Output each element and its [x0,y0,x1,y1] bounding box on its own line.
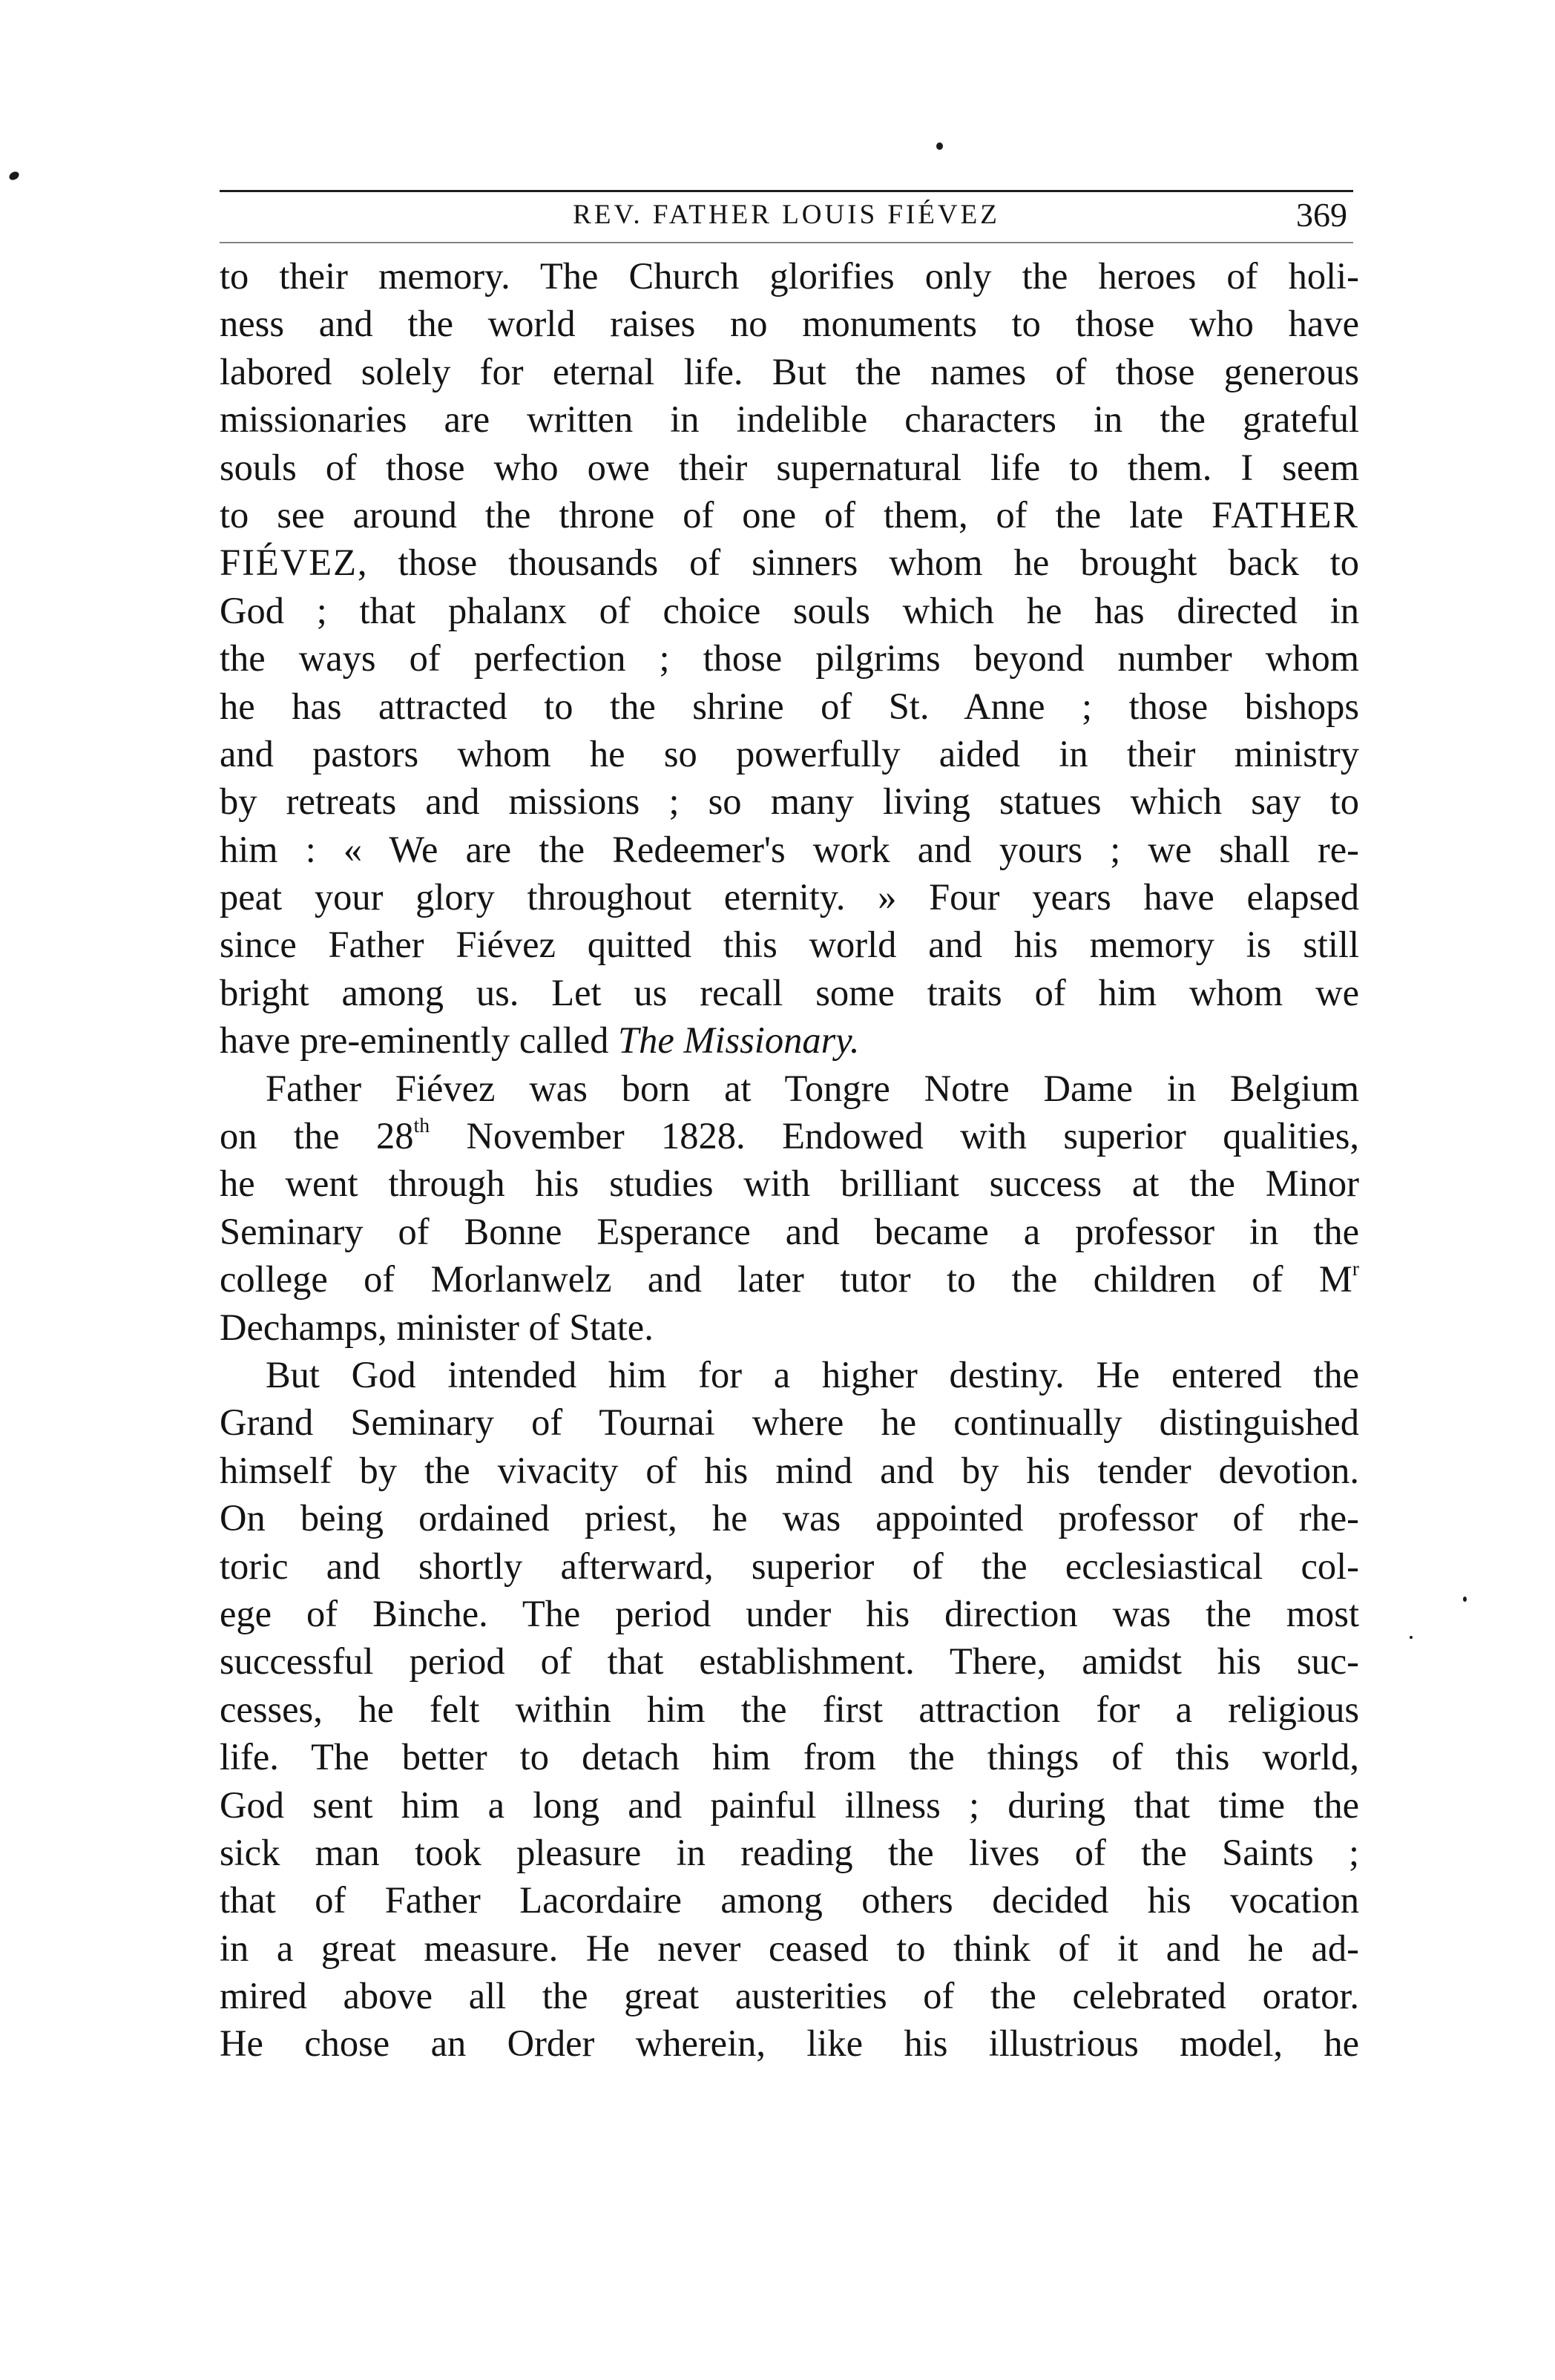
text-line: him : « We are the Redeemer's work and yours ; we shall re- [220,828,1359,870]
superscript: r [1352,1257,1359,1281]
text-segment: to see around the throne of one of them, of the late [220,493,1184,536]
margin-mark-right-2 [1410,1636,1413,1639]
name-fievez: FIÉVEZ [220,542,358,584]
text-line: bright among us. Let us recall some traits of him whom we [220,971,1359,1013]
text-line: he went through his studies with brilliant success at the Minor [220,1163,1359,1205]
text-line: God sent him a long and painful illness ; during that time the [220,1784,1359,1826]
margin-mark-right-1 [1463,1597,1467,1602]
text-line: ege of Binche. The period under his direction was the most [220,1592,1359,1634]
header-top-rule [220,190,1353,192]
text-line: Seminary of Bonne Esperance and became a professor in the [220,1210,1359,1252]
text-line: cesses, he felt within him the first attraction for a religious [220,1688,1359,1730]
text-segment: have pre-eminently called [220,1019,609,1062]
text-line: sick man took pleasure in reading the lives of the Saints ; [220,1831,1359,1873]
body-text [220,252,1359,2068]
text-line [220,539,1359,586]
text-line [220,1016,1359,1064]
text-segment: November 1828. Endowed with superior qualities, [430,1115,1359,1157]
running-header [220,194,1353,236]
text-line: ness and the world raises no monuments to those who have [220,303,1359,345]
text-line: souls of those who owe their supernatural life to them. I seem [220,446,1359,488]
page-number: 369 [1296,196,1347,234]
text-line: Grand Seminary of Tournai where he continually distinguished [220,1401,1359,1444]
italic-title: The Missionary. [618,1019,860,1062]
superscript: th [413,1114,430,1137]
text-line: Dechamps, minister of State. [220,1306,654,1348]
text-line: and pastors whom he so powerfully aided in their ministry [220,732,1359,775]
header-bottom-rule [220,242,1353,243]
text-line: by retreats and missions ; so many living statues which say to [220,780,1359,823]
text-segment: , those thousands of sinners whom he brought back to [357,542,1359,584]
text-line: peat your glory throughout eternity. » Four years have elapsed [220,876,1359,918]
text-segment: on the 28 [220,1115,414,1157]
margin-mark-left [7,170,20,182]
text-line: God ; that phalanx of choice souls which he has directed in [220,589,1359,631]
paragraph-start-line: Father Fiévez was born at Tongre Notre Dame in Belgium [266,1067,1359,1109]
text-line: successful period of that establishment. There, amidst his suc- [220,1640,1359,1683]
text-line [220,1255,1359,1303]
text-line: life. The better to detach him from the things of this world, [220,1736,1359,1778]
text-line: he has attracted to the shrine of St. Anne ; those bishops [220,685,1359,727]
text-line: labored solely for eternal life. But the names of those generous [220,350,1359,392]
text-line: toric and shortly afterward, superior of the ecclesiastical col- [220,1545,1359,1587]
text-line [220,1112,1359,1160]
text-line: mired above all the great austerities of the celebrated orator. [220,1975,1359,2017]
text-line: On being ordained priest, he was appointed professor of rhe- [220,1497,1359,1539]
text-line: that of Father Lacordaire among others decided his vocation [220,1879,1359,1922]
text-line: He chose an Order wherein, like his illustrious model, he [220,2022,1359,2065]
text-line: himself by the vivacity of his mind and by his tender devotion. [220,1449,1359,1491]
text-line: missionaries are written in indelible characters in the grateful [220,398,1359,441]
text-segment: college of Morlanwelz and later tutor to the children of M [220,1258,1352,1301]
paragraph-start-line: But God intended him for a higher destiny. He entered the [266,1353,1359,1396]
text-line: since Father Fiévez quitted this world and his memory is still [220,924,1359,966]
text-line: the ways of perfection ; those pilgrims beyond number whom [220,637,1359,680]
running-title: REV. FATHER LOUIS FIÉVEZ [573,200,1000,230]
text-line: in a great measure. He never ceased to think of it and he ad- [220,1927,1359,1969]
name-father: FATHER [1211,493,1359,536]
text-line: to their memory. The Church glorifies only the heroes of holi- [220,255,1359,297]
text-line [220,491,1359,539]
margin-mark-top [936,142,943,150]
